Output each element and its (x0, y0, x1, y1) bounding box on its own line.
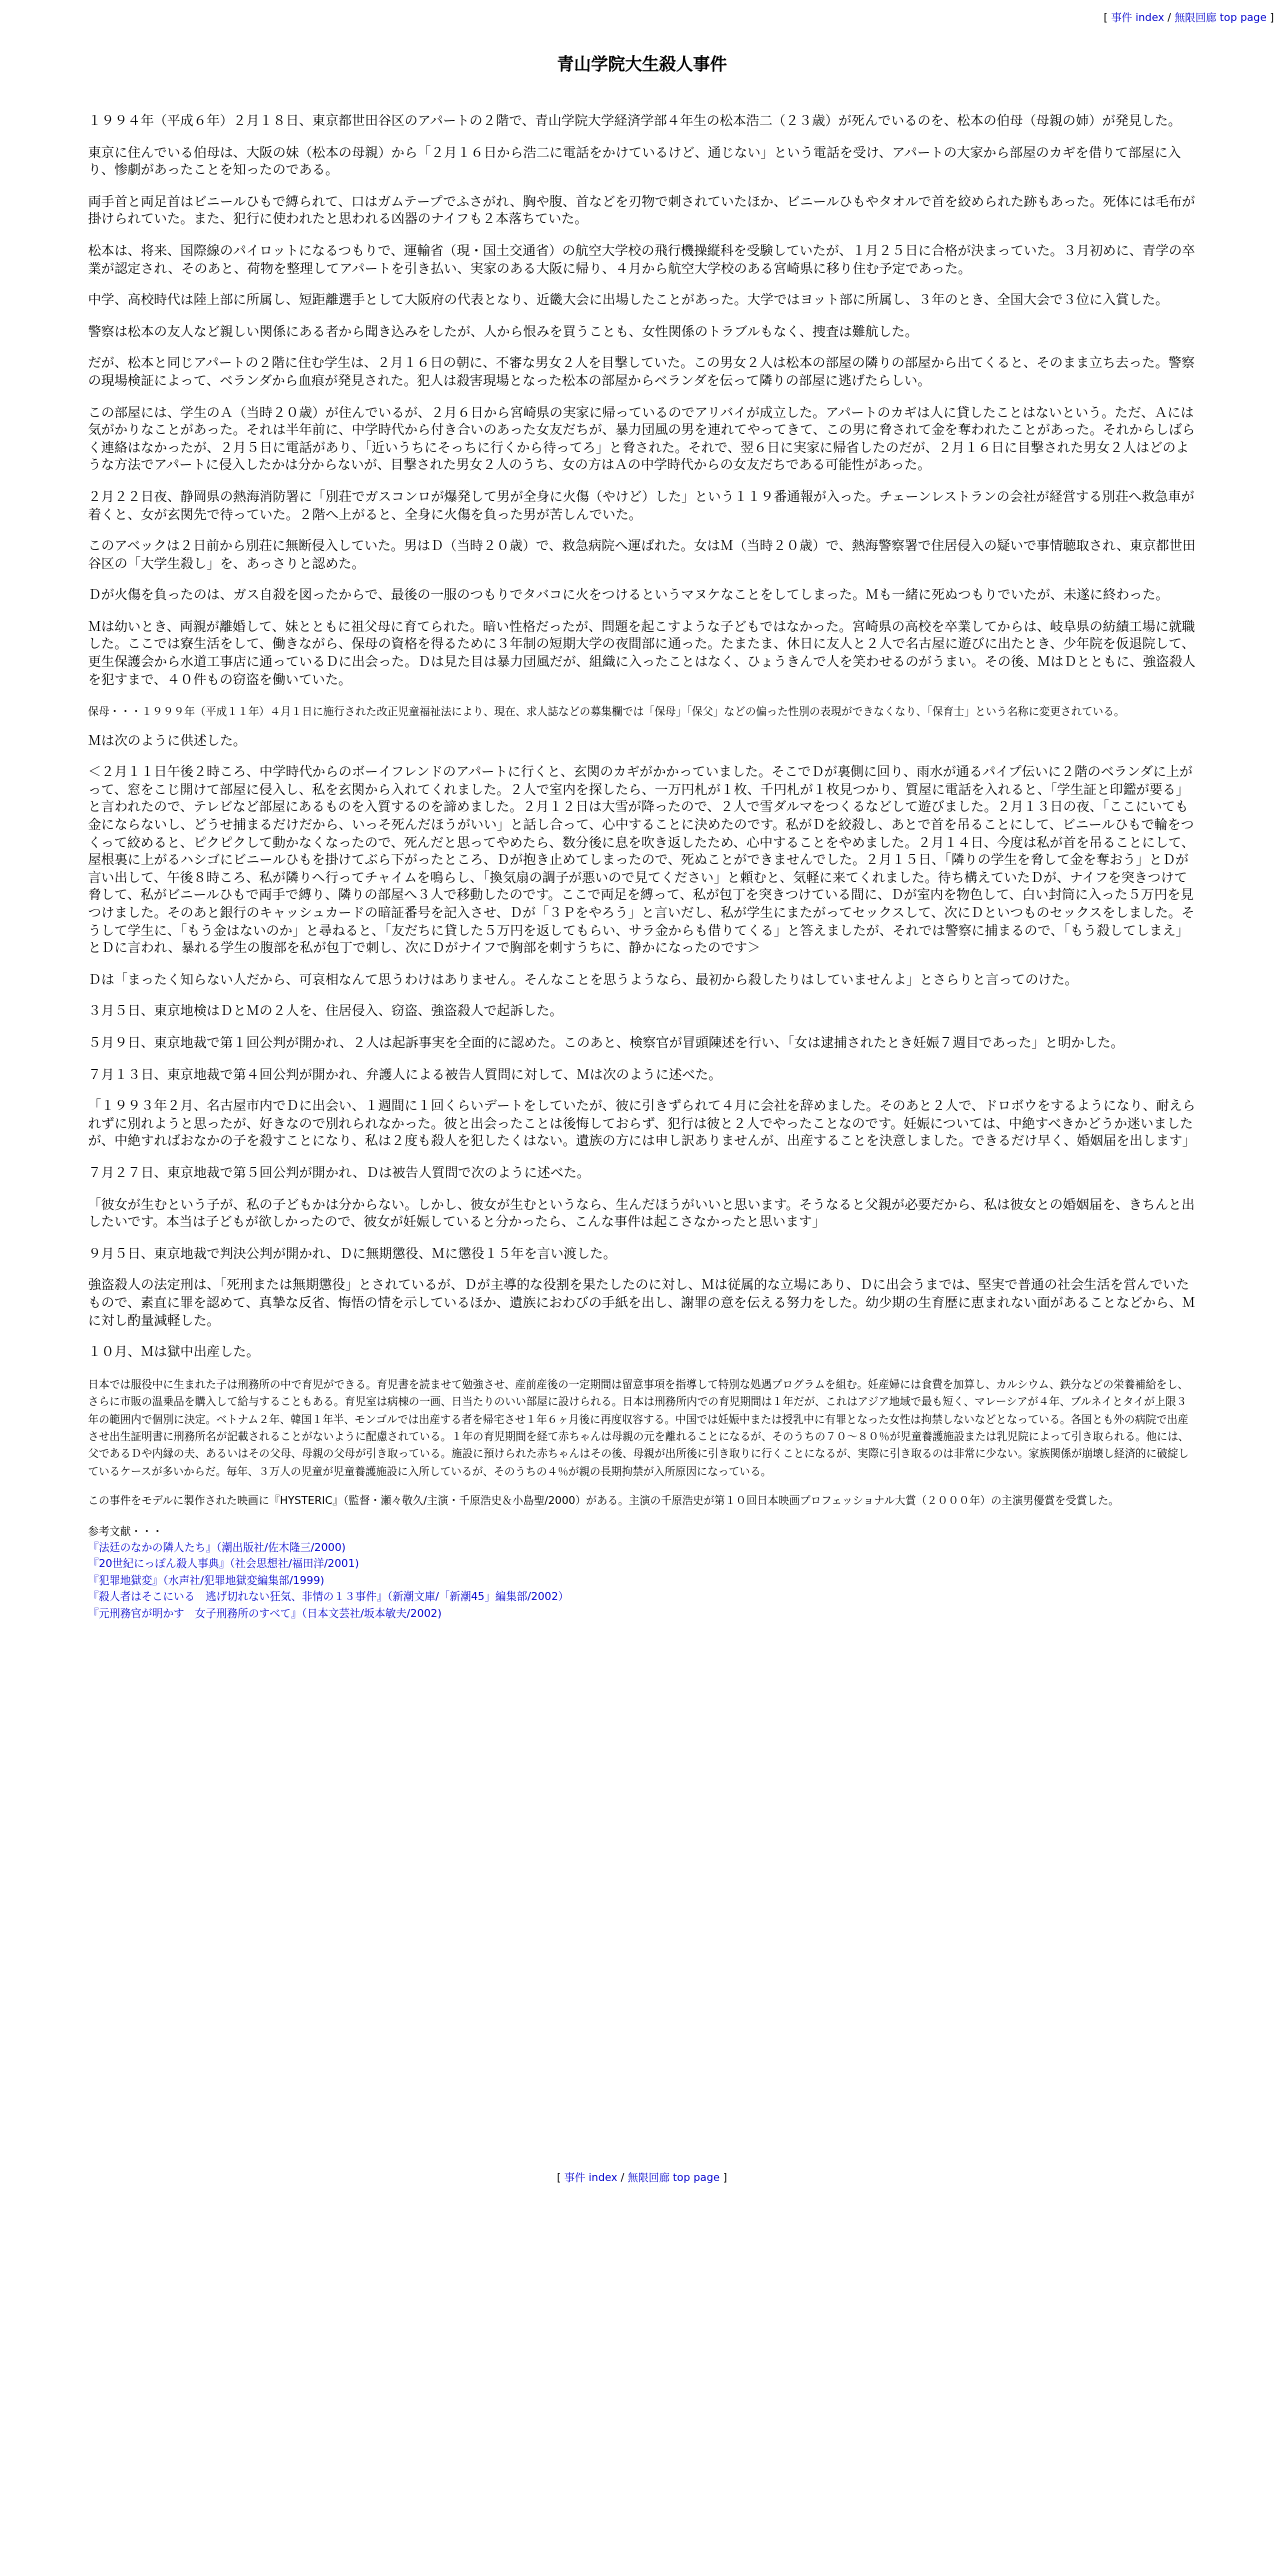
nav-close-bracket: ] (1269, 12, 1274, 24)
case-index-link[interactable]: 事件 index (564, 2172, 618, 2184)
statement-intro: Ｍは次のように供述した。 (88, 733, 247, 749)
paragraph: だが、松本と同じアパートの２階に住む学生は、２月１６日の朝に、不審な男女２人を目撃していた。この男女２人は松本の部屋の隣りの部屋から出てくると、そのまま立ち去った。警察の現場検証によって、ベランダから血痕が発見された。犯人は殺害現場となった松本の部屋からベランダを伝って隣りの部屋に逃げたらしい。 (88, 356, 1195, 389)
paragraph: 中学、高校時代は陸上部に所属し、短距離選手として大阪府の代表となり、近畿大会に出場したことがあった。大学ではヨット部に所属し、３年のとき、全国大会で３位に入賞した。 (88, 293, 1169, 309)
reference-link[interactable]: 『殺人者はそこにいる 逃げ切れない狂気、非情の１３事件』（新潮文庫/「新潮45」編集部/2002） (88, 1590, 569, 1604)
paragraph: ７月１３日、東京地裁で第４回公判が開かれ、弁護人による被告人質問に対して、Ｍは次のように述べた。 (88, 1067, 722, 1083)
top-nav (1104, 10, 1274, 25)
paragraph: ５月９日、東京地裁で第１回公判が開かれ、２人は起訴事実を全面的に認めた。このあと、検察官が冒頭陳述を行い、「女は逮捕されたとき妊娠７週目であった」と明かした。 (88, 1035, 1124, 1051)
article-body (88, 113, 1196, 1622)
hoiku-note: 保母・・・１９９９年（平成１１年）４月１日に施行された改正児童福祉法により、現在、求人誌などの募集欄では「保母」「保父」などの偏った性別の表現ができなくなり、「保育士」という名称に変更されている。 (88, 705, 1125, 719)
paragraph: このアベックは２日前から別荘に無断侵入していた。男はＤ（当時２０歳）で、救急病院へ運ばれた。女はＭ（当時２０歳）で、熱海警察署で住居侵入の疑いで事情聴取され、東京都世田谷区の「大学生殺し」を、あっさりと認めた。 (88, 539, 1196, 572)
nav-separator: / (620, 2172, 625, 2184)
paragraph: 「１９９３年２月、名古屋市内でＤに出会い、１週間に１回くらいデートをしていたが、彼に引きずられて４月に会社を辞めました。そのあと２人で、ドロボウをするようになり、耐えられずに別れようと思ったが、好きなので別れられなかった。彼と出会ったことは後悔しておらず、犯行は彼と２人でやったことなのです。妊娠については、中絶すべきかどうか迷いましたが、中絶すればおなかの子を殺すことになり、私は２度も殺人を犯したくはない。遺族の方には申し訳ありませんが、出産することを決意しました。できるだけ早く、婚姻届を出します」 (88, 1099, 1196, 1150)
paragraph: 東京に住んでいる伯母は、大阪の妹（松本の母親）から「２月１６日から浩二に電話をかけているけど、通じない」という電話を受け、アパートの大家から部屋のカギを借りて部屋に入り、惨劇があったことを知ったのである。 (88, 145, 1181, 179)
paragraph: 松本は、将来、国際線のパイロットになるつもりで、運輸省（現・国土交通省）の航空大学校の飛行機操縦科を受験していたが、１月２５日に合格が決まっていた。３月初めに、青学の卒業が認定され、そのあと、荷物を整理してアパートを引き払い、実家のある大阪に帰り、４月から航空大学校のある宮崎県に移り住む予定であった。 (88, 243, 1196, 277)
prison-childcare-note: 日本では服役中に生まれた子は刑務所の中で育児ができる。育児書を読ませて勉強させ、産前産後の一定期間は留意事項を指導して特別な処遇プログラムを組む。妊産婦には食費を加算し、カルシウム、鉄分などの栄養補給をし、さらに市販の温乗品を購入して給与することもある。育児室は病棟の一画、日当たりのいい部屋に設けられる。日本は刑務所内での育児期間は１年だが、これはアジア地域で最も短く、マレーシアが４年、ブルネイとタイが上限３年の範囲内で個別に決定。ベトナム２年、韓国１年半、モンゴルでは出産する者を帰宅させ１年６ヶ月後に再度収容する。中国では妊娠中または授乳中に有罪となった女性は拘禁しないなどとなっている。各国とも外の病院で出産させ出生証明書に刑務所名が記載されることがないように配慮されている。１年の育児期間を経て赤ちゃんは母親の元を離れることになるが、そのうちの７０～８０％が児童養護施設または乳児院によって引き取られる。他には、父であるＤや内縁の夫、あるいはその父母、母親の父母が引き取っている。施設に預けられた赤ちゃんはその後、母親が出所後に引き取りに行くことになるが、実際に引き取るのは非常に少ない。家族関係が崩壊し経済的に破綻しているケースが多いからだ。毎年、３万人の児童が児童養護施設に入所しているが、そのうちの４％が親の長期拘禁が入所原因になっている。 (88, 1377, 1189, 1478)
paragraph: １９９４年（平成６年）２月１８日、東京都世田谷区のアパートの２階で、青山学院大学経済学部４年生の松本浩二（２３歳）が死んでいるのを、松本の伯母（母親の姉）が発見した。 (88, 114, 1182, 129)
m-statement: ＜２月１１日午後２時ころ、中学時代からのボーイフレンドのアパートに行くと、玄関のカギがかかっていました。そこでＤが裏側に回り、雨水が通るパイプ伝いに２階のベランダに上がって、窓をこじ開けて部屋に侵入し、私を玄関から入れてくれました。２人で室内を探したら、一万円札が１枚、千円札が１枚見つかり、質屋に電話を入れると、「学生証と印鑑が要る」と言われたので、テレビなど部屋にあるものを入質するのを諦めました。２月１２日は大雪が降ったので、２人で雪ダルマをつくるなどして遊びました。２月１３日の夜、「ここにいても金にならないし、どうせ捕まるだけだから、いっそ死んだほうがいい」と話し合って、心中することに決めたのです。私がＤを絞殺し、あとで首を吊ることにして、ビニールひもで輪をつくって絞めると、ピクピクして動かなくなったので、死んだと思ってやめたら、数分後に息を吹き返したため、心中することをやめました。２月１４日、今度は私が首を吊ることにして、屋根裏に上がるハシゴにビニールひもを掛けてぶら下がったところ、Ｄが抱き止めてしまったので、死ぬことができませんでした。２月１５日、「隣りの学生を脅して金を奪おう」とＤが言い出して、午後８時ころ、私が隣りへ行ってチャイムを鳴らし、「換気扇の調子が悪いので見てください」と頼むと、気軽に来てくれました。待ち構えていたＤが、ナイフを突きつけて脅して、私がビニールひもで両手で縛り、隣りの部屋へ３人で移動したのです。ここで両足を縛って、私が包丁を突きつけている間に、Ｄが室内を物色して、白い封筒に入った５万円を見つけました。そのあと銀行のキャッシュカードの暗証番号を記入させ、Ｄが「３Ｐをやろう」と言いだし、私が学生にまたがってセックスして、次にＤといつものセックスをしました。そうして学生に、「もう金はないのか」と尋ねると、「友だちに貸した５万円を返してもらい、サラ金からも借りてくる」と答えましたが、それでは警察に捕まるので、「もう殺してしまえ」とＤに言われ、暴れる学生の腹部を私が包丁で刺し、次にＤがナイフで胸部を刺すうちに、静かになったのです＞ (88, 765, 1195, 957)
paragraph: Ｍは幼いとき、両親が離婚して、妹とともに祖父母に育てられた。暗い性格だったが、問題を起こすような子どもではなかった。宮崎県の高校を卒業してからは、岐阜県の紡績工場に就職した。ここでは寮生活をして、働きながら、保母の資格を得るために３年制の短期大学の夜間部に通った。たまたま、休日に友人と２人で名古屋に遊びに出たとき、少年院を仮退院して、更生保護会から水道工事店に通っているＤに出会った。Ｄは見た目は暴力団風だが、組織に入ったことはなく、ひょうきんで人を笑わせるのがうまい。その後、ＭはＤとともに、強盗殺人を犯すまで、４０件もの窃盗を働いていた。 (88, 619, 1196, 688)
paragraph: ７月２７日、東京地裁で第５回公判が開かれ、Ｄは被告人質問で次のように述べた。 (88, 1165, 590, 1181)
top-page-link[interactable]: 無限回廊 top page (627, 2172, 720, 2184)
nav-separator: / (1167, 12, 1172, 24)
nav-open-bracket: [ (556, 2172, 561, 2184)
case-index-link[interactable]: 事件 index (1111, 12, 1165, 24)
paragraph: ３月５日、東京地検はＤとＭの２人を、住居侵入、窃盗、強盗殺人で起訴した。 (88, 1004, 563, 1020)
nav-open-bracket: [ (1103, 12, 1108, 24)
top-page-link[interactable]: 無限回廊 top page (1174, 12, 1267, 24)
paragraph: 警察は松本の友人など親しい関係にある者から聞き込みをしたが、人から恨みを買うことも、女性関係のトラブルもなく、捜査は難航した。 (88, 324, 919, 340)
bottom-nav (0, 2170, 1284, 2185)
paragraph: この部屋には、学生のＡ（当時２０歳）が住んでいるが、２月６日から宮崎県の実家に帰っているのでアリバイが成立した。アパートのカギは人に貸したことはないという。ただ、Ａには気がかりなことがあった。それは半年前に、中学時代から付き合いのあった女友だちが、暴力団風の男を連れてやってきて、この男に脅されて金を奪われたことがあった。それからしばらく連絡はなかったが、２月５日に電話があり、「近いうちにそっちに行くから待ってろ」と脅された。それで、翌６日に実家に帰省したのだが、２月１６日に目撃された男女２人はどのような方法でアパートに侵入したかは分からないが、目撃された男女２人のうち、女の方はＡの中学時代からの女友だちである可能性があった。 (88, 405, 1196, 474)
reference-link[interactable]: 『法廷のなかの隣人たち』（潮出版社/佐木隆三/2000) (88, 1540, 346, 1554)
paragraph: １０月、Ｍは獄中出産した。 (88, 1345, 260, 1361)
reference-link[interactable]: 『元刑務官が明かす 女子刑務所のすべて』（日本文芸社/坂本敏夫/2002) (88, 1606, 442, 1620)
references (88, 1524, 1196, 1622)
paragraph: Ｄが火傷を負ったのは、ガス自殺を図ったからで、最後の一服のつもりでタバコに火をつけるというマヌケなことをしてしまった。Ｍも一緒に死ぬつもりでいたが、未遂に終わった。 (88, 588, 1169, 604)
paragraph: ２月２２日夜、静岡県の熱海消防署に「別荘でガスコンロが爆発して男が全身に火傷（やけど）した」という１１９番通報が入った。チェーンレストランの会社が経営する別荘へ救急車が着くと、女が玄関先で待っていた。２階へ上がると、全身に火傷を負った男が苦しんでいた。 (88, 489, 1195, 523)
reference-link[interactable]: 『犯罪地獄変』（水声社/犯罪地獄変編集部/1999) (88, 1573, 325, 1587)
references-lead: 参考文献・・・ (88, 1524, 163, 1538)
nav-close-bracket: ] (723, 2172, 728, 2184)
page-title: 青山学院大生殺人事件 (557, 55, 727, 75)
reference-link[interactable]: 『20世紀にっぽん殺人事典』（社会思想社/福田洋/2001) (88, 1557, 360, 1571)
paragraph: ９月５日、東京地裁で判決公判が開かれ、Ｄに無期懲役、Ｍに懲役１５年を言い渡した。 (88, 1246, 617, 1262)
paragraph: 両手首と両足首はビニールひもで縛られて、口はガムテープでふさがれ、胸や腹、首などを刃物で刺されていたほか、ビニールひもやタオルで首を絞められた跡もあった。死体には毛布が掛けられていた。また、犯行に使われたと思われる凶器のナイフも２本落ちていた。 (88, 194, 1196, 228)
paragraph: Ｄは「まったく知らない人だから、可哀相なんて思うわけはありません。そんなことを思うようなら、最初から殺したりはしていませんよ」とさらりと言ってのけた。 (88, 972, 1078, 988)
paragraph: 強盗殺人の法定刑は、「死刑または無期懲役」とされているが、Ｄが主導的な役割を果たしたのに対し、Ｍは従属的な立場にあり、Ｄに出会うまでは、堅実で普通の社会生活を営んでいたもので、素直に罪を認めて、真摯な反省、悔悟の情を示しているほか、遺族におわびの手紙を出し、謝罪の意を伝える努力をした。幼少期の生育歴に恵まれない面があることなどから、Ｍに対し酌量減軽した。 (88, 1278, 1196, 1329)
paragraph: 「彼女が生むという子が、私の子どもかは分からない。しかし、彼女が生むというなら、生んだほうがいいと思います。そうなると父親が必要だから、私は彼女との婚姻届を、きちんと出したいです。本当は子どもが欲しかったので、彼女が妊娠していると分かったら、こんな事件は起こさなかったと思います」 (88, 1197, 1195, 1231)
film-note: この事件をモデルに製作された映画に『HYSTERIC』（監督・瀬々敬久/主演・千原浩史＆小島聖/2000）がある。主演の千原浩史が第１０回日本映画プロフェッショナル大賞（２０００年）の主演男優賞を受賞した。 (88, 1494, 1120, 1508)
